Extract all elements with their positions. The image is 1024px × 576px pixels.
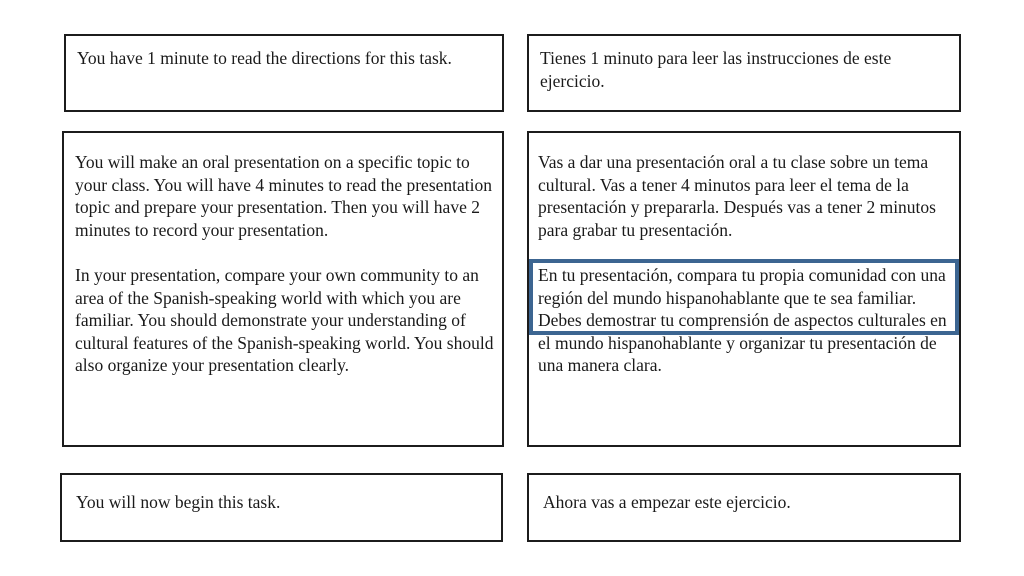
english-intro-box (64, 34, 504, 112)
spanish-intro-box (527, 34, 961, 112)
spanish-task-box (527, 131, 961, 447)
spanish-task-paragraph-2: En tu presentación, compara tu propia comunidad con una región del mundo hispanohablante que te sea familiar. Debes demostrar tu comprensión de aspectos culturales en el mundo hispanohablante y organizar tu presentación de una manera clara. (538, 264, 947, 376)
english-task-paragraph-2: In your presentation, compare your own community to an area of the Spanish-speaking world with which you are familiar. You should demonstrate your understanding of cultural features of the Spanish-speaking world. You should also organize your presentation clearly. (75, 264, 494, 376)
english-begin-text: You will now begin this task. (76, 492, 281, 512)
english-begin-box (60, 473, 503, 542)
spanish-begin-box (527, 473, 961, 542)
english-intro-text: You have 1 minute to read the directions for this task. (77, 48, 452, 68)
spanish-begin-text: Ahora vas a empezar este ejercicio. (543, 492, 791, 512)
spanish-task-paragraph-1: Vas a dar una presentación oral a tu clase sobre un tema cultural. Vas a tener 4 minutos para leer el tema de la presentación y prepararla. Después vas a tener 2 minutos para grabar tu presentación. (538, 152, 936, 240)
english-task-box (62, 131, 504, 447)
spanish-intro-text: Tienes 1 minuto para leer las instrucciones de este ejercicio. (540, 48, 892, 91)
english-task-paragraph-1: You will make an oral presentation on a specific topic to your class. You will have 4 minutes to read the presentation topic and prepare your presentation. Then you will have 2 minutes to record your presentation. (75, 152, 493, 240)
